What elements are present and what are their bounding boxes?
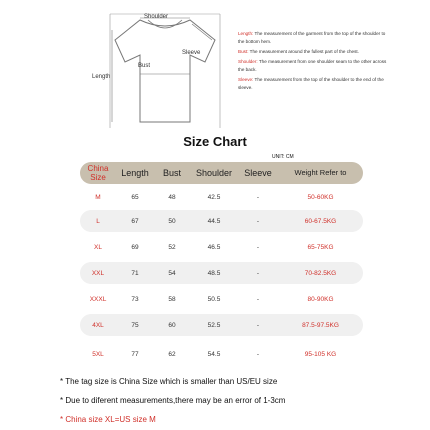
page-title: Size Chart [183,134,247,149]
note-size-conversion: * China size XL=US size M [60,415,156,424]
cell-weight: 70-82.5KG [304,269,337,277]
cell-bust: 58 [168,295,176,303]
definition-bust: Bust: The measurement around the fullest part of the chest. [238,49,359,54]
note-tag-size: * The tag size is China Size which is smaller than US/EU size [60,377,278,386]
cell-shoulder: 52.5 [207,321,221,329]
header-shoulder: Shoulder [195,167,233,178]
measurement-definitions [238,30,388,94]
cell-size: XXXL [89,295,107,303]
cell-size: XXL [91,269,105,277]
definition-length: Length: The measurement of the garment from the top of the shoulder to the bottom hem. [238,31,386,44]
definition-shoulder: Shoulder: The measurement from one shoulder seam to the other across the back. [238,59,387,72]
garment-diagram [0,0,430,130]
cell-length: 67 [131,217,139,225]
cell-length: 77 [131,350,139,358]
table-row [80,343,363,365]
sleeve-label: Sleeve [182,50,201,56]
header-china-size: China Size [87,164,109,182]
cell-shoulder: 46.5 [207,243,221,251]
cell-weight: 60-67.5KG [304,217,337,225]
cell-shoulder: 50.5 [207,295,221,303]
cell-bust: 52 [168,243,176,251]
header-sleeve: Sleeve [244,167,272,178]
cell-length: 69 [131,243,139,251]
table-row [80,186,363,208]
cell-shoulder: 48.5 [207,269,221,277]
bust-label: Bust [138,63,151,69]
cell-bust: 50 [168,217,176,225]
cell-weight: 80-90KG [307,295,334,303]
cell-weight: 50-60KG [307,193,334,201]
cell-bust: 48 [168,193,176,201]
cell-shoulder: 44.5 [207,217,221,225]
cell-sleeve: - [256,350,260,358]
cell-size: M [95,193,101,201]
cell-size: L [96,217,100,225]
size-table-header [80,162,363,184]
table-row [80,262,363,284]
definition-sleeve: Sleeve: The measurement from the top of the shoulder to the end of the sleeve. [238,77,384,90]
cell-bust: 62 [168,350,176,358]
cell-sleeve: - [256,269,260,277]
cell-bust: 54 [168,269,176,277]
cell-size: 4XL [92,321,104,329]
cell-shoulder: 42.5 [207,193,221,201]
cell-sleeve: - [256,295,260,303]
cell-length: 71 [131,269,139,277]
cell-length: 65 [131,193,139,201]
cell-length: 73 [131,295,139,303]
cell-sleeve: - [256,321,260,329]
cell-weight: 87.5-97.5KG [302,321,339,329]
cell-size: 5XL [92,350,104,358]
note-measurement-error: * Due to diferent measurements,there may be an error of 1-3cm [60,396,286,405]
cell-weight: 95-105 KG [304,350,337,358]
table-row [80,236,363,258]
cell-sleeve: - [256,193,260,201]
header-length: Length [121,167,149,178]
cell-bust: 60 [168,321,176,329]
unit-label: UNIT: CM [272,154,294,160]
length-label: Length [92,74,111,80]
cell-size: XL [94,243,102,251]
size-notes [60,372,400,429]
cell-sleeve: - [256,243,260,251]
table-row [80,210,363,232]
cell-shoulder: 54.5 [207,350,221,358]
table-row [80,288,363,310]
cell-sleeve: - [256,217,260,225]
shoulder-label: Shoulder [144,14,169,20]
header-weight: Weight Refer to [294,168,347,177]
table-row [80,314,363,336]
cell-weight: 65-75KG [307,243,334,251]
header-bust: Bust [162,167,181,178]
cell-length: 75 [131,321,139,329]
